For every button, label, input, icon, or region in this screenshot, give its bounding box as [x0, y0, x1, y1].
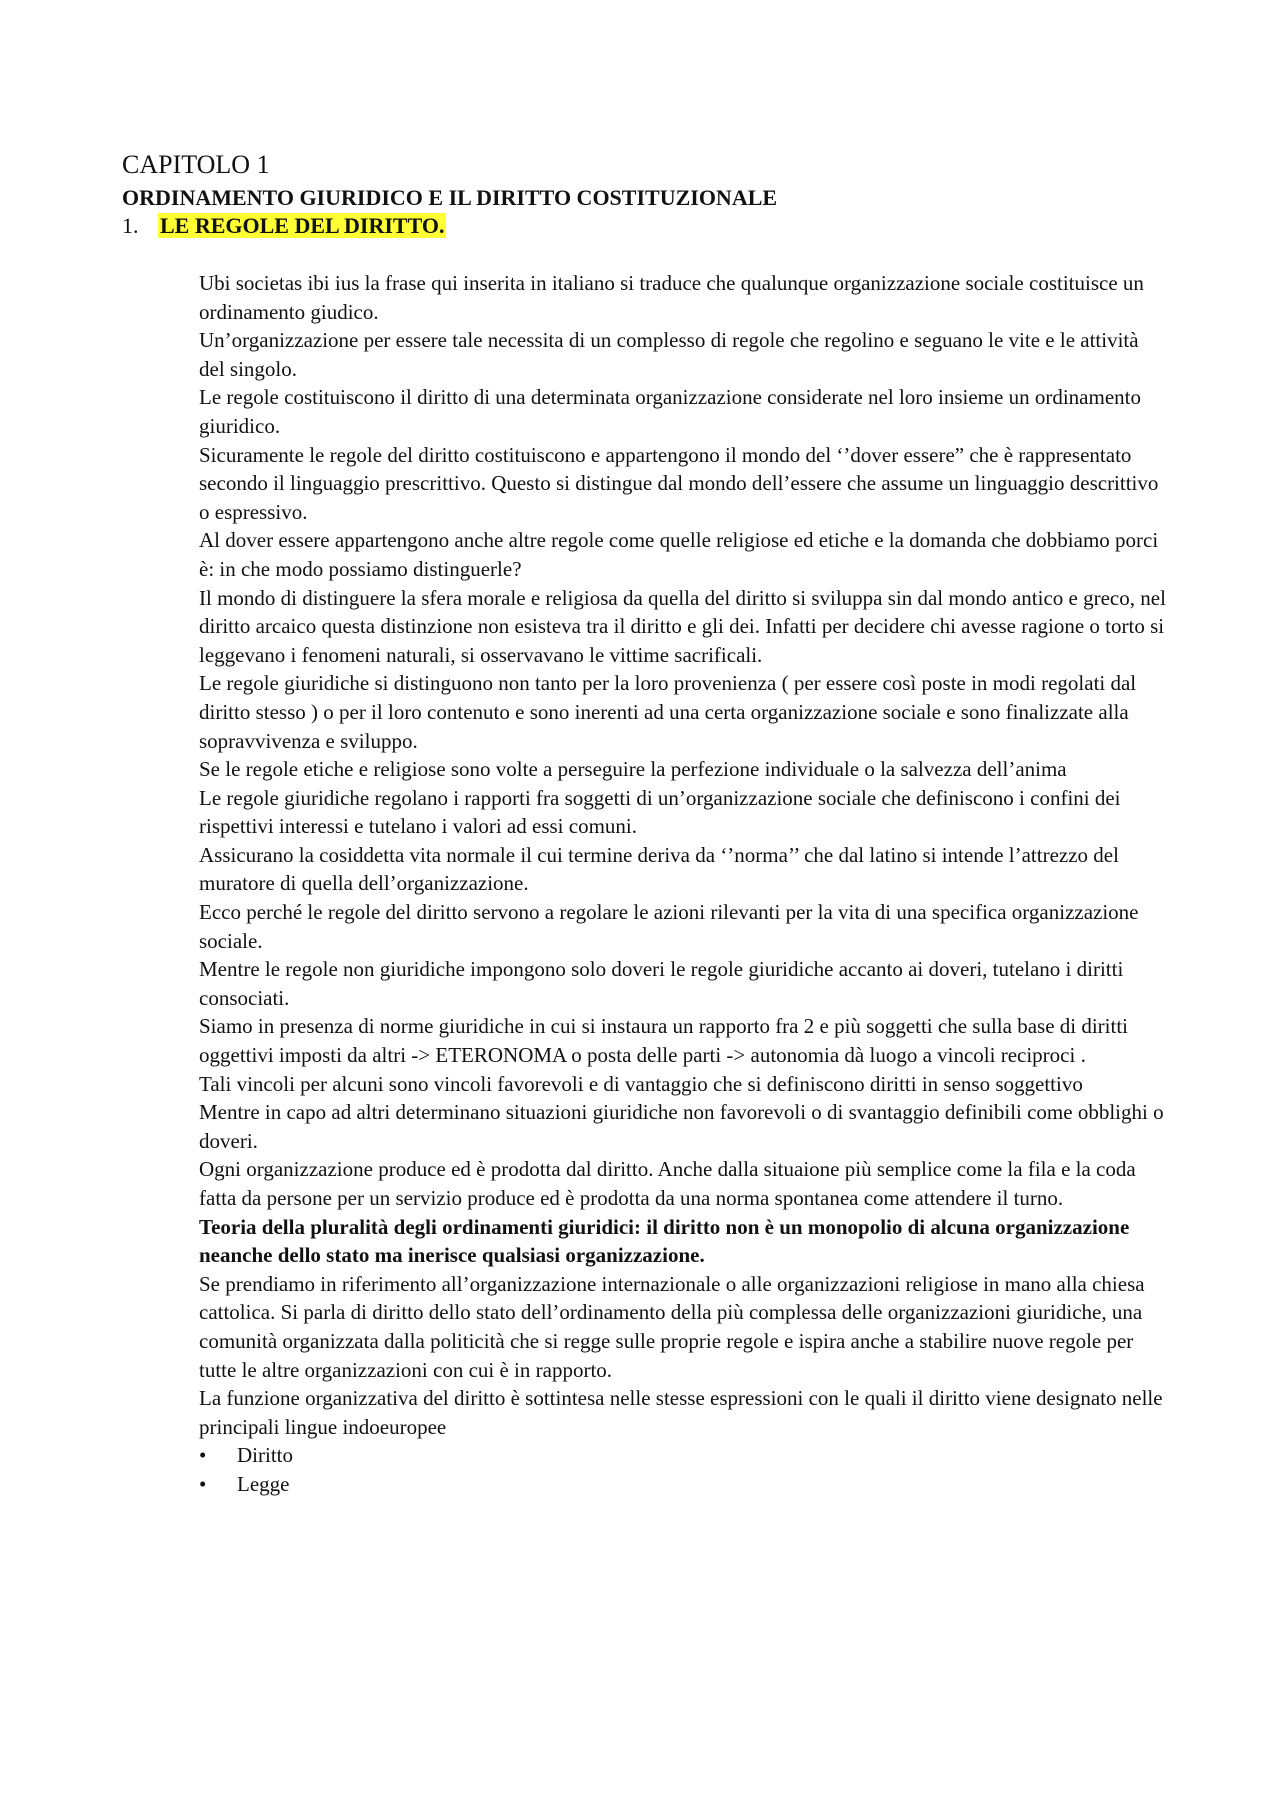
section-heading: [122, 212, 446, 240]
paragraph: Siamo in presenza di norme giuridiche in cui si instaura un rapporto fra 2 e più soggetti che sulla base di diritti oggettivi imposti da altri -> ETERONOMA o posta delle parti -> autonomia dà luogo a vincoli reciproci .: [199, 1014, 1129, 1068]
paragraph: Mentre in capo ad altri determinano situazioni giuridiche non favorevoli o di svantaggio definibili come obblighi o doveri.: [199, 1100, 1164, 1153]
body-text: [199, 269, 1169, 1499]
bullet-icon: •: [199, 1443, 207, 1468]
bullet-text: Legge: [237, 1471, 290, 1496]
paragraph: Un’organizzazione per essere tale necessita di un complesso di regole che regolino e seguano le vite e le attività del singolo.: [199, 328, 1139, 381]
bullet-icon: •: [199, 1471, 207, 1496]
paragraph: Le regole costituiscono il diritto di una determinata organizzazione considerate nel loro insieme un ordinamento giuridico.: [199, 385, 1141, 438]
bullet-text: Diritto: [237, 1443, 293, 1468]
paragraph: Sicuramente le regole del diritto costituiscono e appartengono il mondo del ‘’dover essere” che è rappresentato secondo il linguaggio prescrittivo. Questo si distingue dal mondo dell’essere che assume un linguaggio descrittivo o espressivo.: [199, 442, 1159, 524]
paragraph: Le regole giuridiche regolano i rapporti fra soggetti di un’organizzazione sociale che definiscono i confini dei rispettivi interessi e tutelano i valori ad essi comuni.: [199, 785, 1121, 839]
paragraph: Mentre le regole non giuridiche impongono solo doveri le regole giuridiche accanto ai doveri, tutelano i diritti consociati.: [199, 957, 1124, 1010]
chapter-title: CAPITOLO 1: [122, 150, 270, 179]
paragraph: Ogni organizzazione produce ed è prodotta dal diritto. Anche dalla situaione più semplice come la fila e la coda fatta da persone per un servizio produce ed è prodotta da una norma spontanea come attendere il turno.: [199, 1157, 1136, 1210]
paragraph: Assicurano la cosiddetta vita normale il cui termine deriva da ‘’norma’’ che dal latino si intende l’attrezzo del muratore di quella dell’organizzazione.: [199, 842, 1119, 896]
paragraph: Le regole giuridiche si distinguono non tanto per la loro provenienza ( per essere così poste in modi regolati dal diritto stesso ) o per il loro contenuto e sono inerenti ad una certa organizzazione sociale e sono finalizzate alla sopravvivenza e sviluppo.: [199, 671, 1137, 753]
paragraph: Ecco perché le regole del diritto servono a regolare le azioni rilevanti per la vita di una specifica organizzazione sociale.: [199, 900, 1139, 953]
paragraph: Se le regole etiche e religiose sono volte a perseguire la perfezione individuale o la salvezza dell’anima: [199, 757, 1067, 782]
bullet-list: [199, 1441, 1169, 1498]
bullet-item: [199, 1470, 1169, 1499]
bullet-item: [199, 1441, 1169, 1470]
section-number: 1.: [122, 213, 139, 238]
chapter-subtitle: ORDINAMENTO GIURIDICO E IL DIRITTO COSTITUZIONALE: [122, 185, 778, 210]
paragraph: Il mondo di distinguere la sfera morale e religiosa da quella del diritto si sviluppa sin dal mondo antico e greco, nel diritto arcaico questa distinzione non esisteva tra il diritto e gli dei. Infatti per decidere chi avesse ragione o torto si leggevano i fenomeni naturali, si osservavano le vittime sacrificali.: [199, 585, 1166, 667]
paragraph: Se prendiamo in riferimento all’organizzazione internazionale o alle organizzazioni religiose in mano alla chiesa cattolica. Si parla di diritto dello stato dell’ordinamento della più complessa delle organizzazioni giuridiche, una comunità organizzata dalla politicità che si regge sulle proprie regole e ispira anche a stabilire nuove regole per tutte le altre organizzazioni con cui è in rapporto.: [199, 1271, 1145, 1382]
paragraph: Ubi societas ibi ius la frase qui inserita in italiano si traduce che qualunque organizzazione sociale costituisce un ordinamento giudico.: [199, 271, 1144, 324]
paragraph: Tali vincoli per alcuni sono vincoli favorevoli e di vantaggio che si definiscono diritti in senso soggettivo: [199, 1071, 1083, 1096]
bold-statement: Teoria della pluralità degli ordinamenti giuridici: il diritto non è un monopolio di alcuna organizzazione neanche dello stato ma inerisce qualsiasi organizzazione.: [199, 1214, 1130, 1268]
paragraph: Al dover essere appartengono anche altre regole come quelle religiose ed etiche e la domanda che dobbiamo porci è: in che modo possiamo distinguerle?: [199, 528, 1159, 581]
section-title-highlighted: LE REGOLE DEL DIRITTO.: [160, 213, 445, 238]
paragraph: La funzione organizzativa del diritto è sottintesa nelle stesse espressioni con le quali il diritto viene designato nelle principali lingue indoeuropee: [199, 1386, 1163, 1439]
